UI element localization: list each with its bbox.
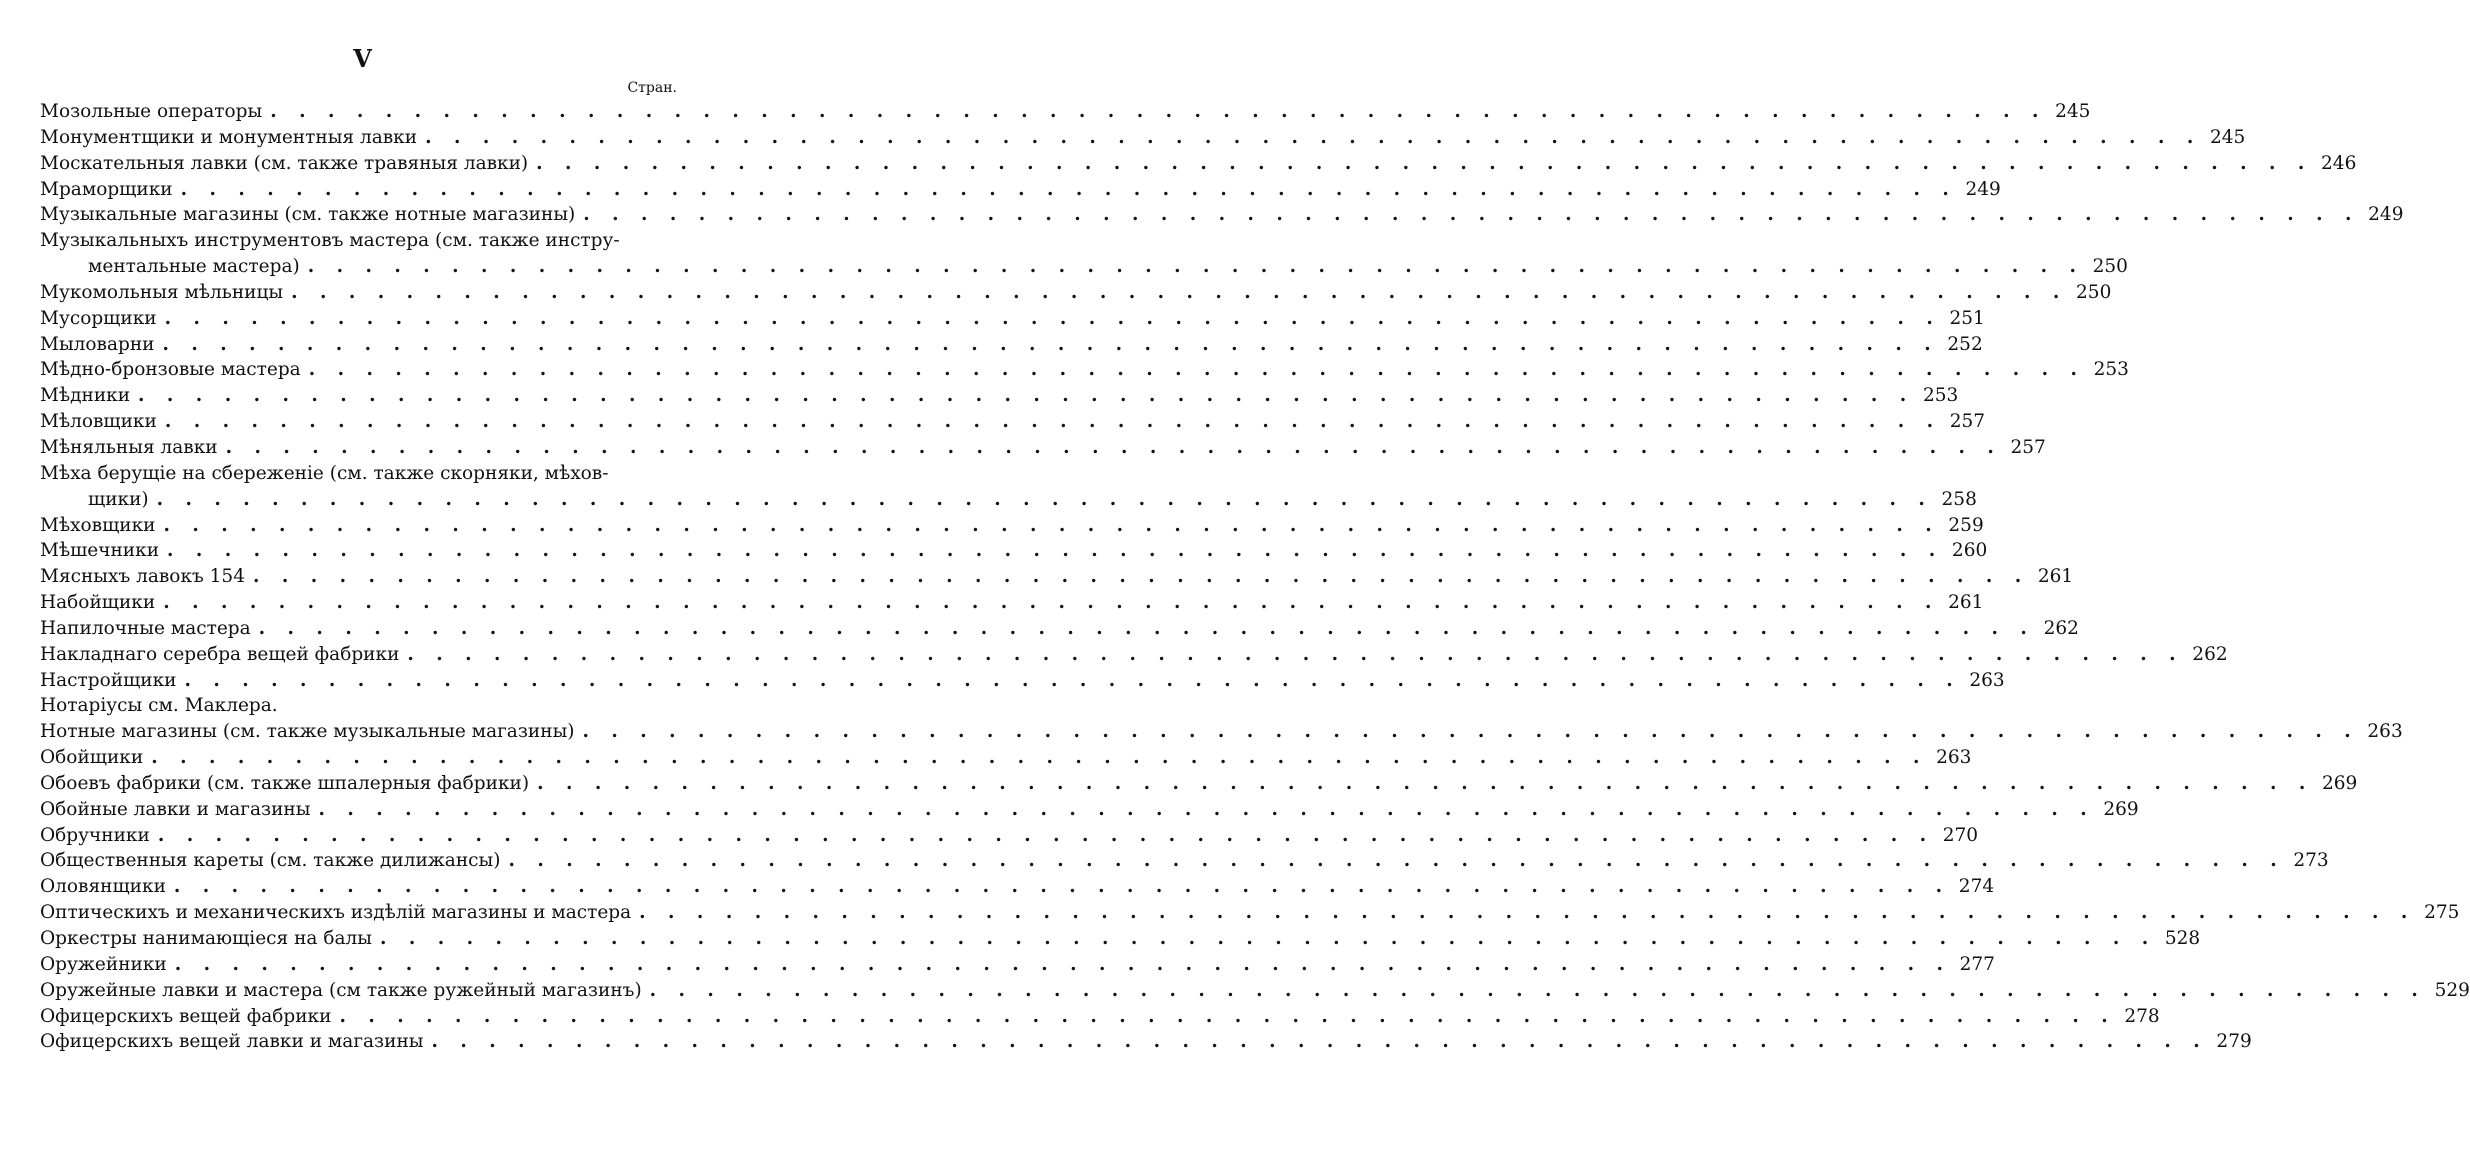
entry-name: Общественныя кареты (см. также дилижансы): [40, 850, 501, 872]
entry-name: Обручники: [40, 824, 150, 846]
index-entry: [40, 409, 1986, 435]
dot-leader: . . . . . . . . . . . . . . . . . . . . . . . . . . . . . . . . . . . . . . . . . . . . . . . . . . . . . . . . . . . . . .: [536, 152, 2313, 174]
entry-page-number: 274: [1958, 876, 1995, 898]
entry-page-number: 263: [1936, 747, 1972, 769]
dot-leader: . . . . . . . . . . . . . . . . . . . . . . . . . . . . . . . . . . . . . . . . . . . . . . . . . . . . . . . . . . . . . .: [162, 333, 1939, 355]
entry-page-number: 528: [2164, 928, 2201, 949]
dot-leader: . . . . . . . . . . . . . . . . . . . . . . . . . . . . . . . . . . . . . . . . . . . . . . . . . . . . . . . . . . . . . .: [157, 824, 1935, 846]
entry-page-number: 263: [2367, 721, 2403, 743]
entry-name: Монументщики и монументныя лавки: [40, 126, 418, 148]
index-entry: [40, 926, 2201, 952]
entry-name: Мясныхъ лавокъ 154: [40, 566, 245, 588]
entry-name: Мѣдно-бронзовые мастера: [40, 359, 301, 381]
index-entry: [40, 719, 2403, 745]
entry-name: Обойные лавки и магазины: [40, 798, 311, 820]
index-entry: [40, 125, 2246, 151]
entry-name: Обоевъ фабрики (см. также шпалерныя фабрики): [40, 772, 530, 794]
entry-name: Мѣшечники: [40, 540, 160, 562]
entry-name-continuation: щики): [88, 488, 149, 510]
index-entry: [40, 590, 1984, 616]
entry-name: Мѣловщики: [40, 411, 157, 433]
dot-leader: . . . . . . . . . . . . . . . . . . . . . . . . . . . . . . . . . . . . . . . . . . . . . . . . . . . . . . . . . . . . . .: [307, 256, 2084, 278]
index-entry: [40, 848, 2329, 874]
index-entry: [40, 538, 1988, 564]
dot-leader: . . . . . . . . . . . . . . . . . . . . . . . . . . . . . . . . . . . . . . . . . . . . . . . . . . . . . . . . . . . . . .: [174, 953, 1951, 975]
index-entry: [40, 461, 1977, 513]
dot-leader: . . . . . . . . . . . . . . . . . . . . . . . . . . . . . . . . . . . . . . . . . . . . . . . . . . . . . . . . . . . . . .: [163, 514, 1940, 536]
dot-leader: . . . . . . . . . . . . . . . . . . . . . . . . . . . . . . . . . . . . . . . . . . . . . . . . . . . . . . . . . . . . . .: [508, 850, 2285, 872]
entry-name: Настройщики: [40, 669, 177, 691]
index-entry: [40, 228, 2128, 280]
entry-page-number: 275: [2424, 902, 2460, 924]
index-entry: [40, 900, 2460, 926]
page-roman-numeral: V: [353, 44, 372, 73]
entry-page-number: 263: [1969, 669, 2005, 691]
dot-leader: . . . . . . . . . . . . . . . . . . . . . . . . . . . . . . . . . . . . . . . . . . . . . . . . . . . . . . . . . . . . . .: [156, 488, 1933, 510]
entry-page-number: 529: [2434, 979, 2470, 1001]
entry-page-number: 261: [1948, 592, 1984, 614]
dot-leader: . . . . . . . . . . . . . . . . . . . . . . . . . . . . . . . . . . . . . . . . . . . . . . . . . . . . . . . . . . . . . .: [407, 643, 2184, 665]
entry-name: Накладнаго серебра вещей фабрики: [40, 643, 400, 665]
dot-leader: . . . . . . . . . . . . . . . . . . . . . . . . . . . . . . . . . . . . . . . . . . . . . . . . . . . . . . . . . . . . . .: [649, 979, 2426, 1001]
entry-name: Обойщики: [40, 747, 144, 769]
dot-leader: . . . . . . . . . . . . . . . . . . . . . . . . . . . . . . . . . . . . . . . . . . . . . . . . . . . . . . . . . . . . . .: [167, 540, 1944, 562]
entry-name: Мѣняльныя лавки: [40, 436, 218, 458]
entry-page-number: 253: [1922, 385, 1959, 407]
entry-name: Оружейники: [40, 953, 167, 975]
entry-name: Мѣха берущіе на сбереженіе (см. также скорняки, мѣхов-: [40, 462, 609, 484]
entry-page-number: 269: [2321, 772, 2358, 794]
index-entry: [40, 177, 2001, 203]
entry-name: Оркестры нанимающіеся на балы: [40, 928, 372, 949]
entry-page-number: 277: [1959, 953, 1995, 975]
entry-page-number: 259: [1948, 514, 1984, 536]
dot-leader: . . . . . . . . . . . . . . . . . . . . . . . . . . . . . . . . . . . . . . . . . . . . . . . . . . . . . . . . . . . . . .: [425, 126, 2202, 148]
dot-leader: . . . . . . . . . . . . . . . . . . . . . . . . . . . . . . . . . . . . . . . . . . . . . . . . . . . . . . . . . . . . . .: [252, 566, 2030, 588]
entry-name: Напилочные мастера: [40, 617, 251, 639]
entry-page-number: 270: [1942, 824, 1979, 846]
index-entry: [40, 771, 2358, 797]
entry-page-number: 262: [2043, 617, 2079, 639]
dot-leader: . . . . . . . . . . . . . . . . . . . . . . . . . . . . . . . . . . . . . . . . . . . . . . . . . . . . . . . . . . . . . .: [164, 307, 1941, 329]
index-entry: [40, 513, 1984, 539]
entry-page-number: 252: [1947, 333, 1983, 355]
index-entry: [40, 99, 2091, 125]
index-entry: [40, 151, 2357, 177]
index-entry: [40, 616, 2079, 642]
dot-leader: . . . . . . . . . . . . . . . . . . . . . . . . . . . . . . . . . . . . . . . . . . . . . . . . . . . . . . . . . . . . . .: [639, 902, 2416, 924]
dot-leader: . . . . . . . . . . . . . . . . . . . . . . . . . . . . . . . . . . . . . . . . . . . . . . . . . . . . . . . . . . . . . .: [180, 178, 1957, 200]
dot-leader: . . . . . . . . . . . . . . . . . . . . . . . . . . . . . . . . . . . . . . . . . . . . . . . . . . . . . . . . . . . . . .: [318, 798, 2095, 820]
dot-leader: . . . . . . . . . . . . . . . . . . . . . . . . . . . . . . . . . . . . . . . . . . . . . . . . . . . . . . . . . . . . . .: [583, 204, 2360, 226]
entry-name: Мѣдники: [40, 385, 131, 407]
entry-page-number: 245: [2055, 101, 2091, 122]
dot-leader: . . . . . . . . . . . . . . . . . . . . . . . . . . . . . . . . . . . . . . . . . . . . . . . . . . . . . . . . . . . . . .: [258, 617, 2035, 639]
index-entry: [40, 202, 2404, 228]
index-entry: [40, 978, 2470, 1004]
index-entry: [40, 823, 1979, 849]
index-entry: [40, 306, 1985, 332]
index-entry: [40, 332, 1983, 358]
dot-leader: . . . . . . . . . . . . . . . . . . . . . . . . . . . . . . . . . . . . . . . . . . . . . . . . . . . . . . . . . . . . . .: [308, 359, 2085, 381]
dot-leader: . . . . . . . . . . . . . . . . . . . . . . . . . . . . . . . . . . . . . . . . . . . . . . . . . . . . . . . . . . . . . .: [582, 721, 2359, 743]
entry-name: Мозольные операторы: [40, 101, 263, 122]
entry-page-number: 253: [2093, 359, 2129, 381]
entry-page-number: 246: [2321, 152, 2357, 174]
entry-page-number: 262: [2192, 643, 2228, 665]
entry-page-number: 279: [2216, 1031, 2252, 1053]
entry-name: Нотаріусы см. Маклера.: [40, 695, 278, 717]
index-entry: [40, 642, 2228, 668]
dot-leader: . . . . . . . . . . . . . . . . . . . . . . . . . . . . . . . . . . . . . . . . . . . . . . . . . . . . . . . . . . . . . .: [537, 772, 2314, 794]
dot-leader: . . . . . . . . . . . . . . . . . . . . . . . . . . . . . . . . . . . . . . . . . . . . . . . . . . . . . . . . . . . . . .: [164, 411, 1942, 433]
index-entry: [40, 693, 676, 719]
index-entry: [40, 668, 2005, 694]
entry-name: Мыловарни: [40, 333, 155, 355]
entry-name: Нотные магазины (см. также музыкальные магазины): [40, 721, 575, 743]
index-list: [40, 99, 2470, 1055]
index-entry: [40, 745, 1972, 771]
entry-page-number: 251: [1949, 307, 1985, 329]
dot-leader: . . . . . . . . . . . . . . . . . . . . . . . . . . . . . . . . . . . . . . . . . . . . . . . . . . . . . . . . . . . . . .: [339, 1005, 2116, 1027]
entry-name: Мѣховщики: [40, 514, 156, 536]
entry-name: Оптическихъ и механическихъ издѣлій магазины и мастера: [40, 902, 632, 924]
dot-leader: . . . . . . . . . . . . . . . . . . . . . . . . . . . . . . . . . . . . . . . . . . . . . . . . . . . . . . . . . . . . . .: [270, 101, 2047, 122]
entry-page-number: 269: [2103, 798, 2139, 820]
dot-leader: . . . . . . . . . . . . . . . . . . . . . . . . . . . . . . . . . . . . . . . . . . . . . . . . . . . . . . . . . . . . . .: [291, 281, 2068, 303]
index-entry: [40, 1029, 2252, 1055]
entry-page-number: 245: [2209, 126, 2246, 148]
dot-leader: . . . . . . . . . . . . . . . . . . . . . . . . . . . . . . . . . . . . . . . . . . . . . . . . . . . . . . . . . . . . . .: [151, 747, 1928, 769]
dot-leader: . . . . . . . . . . . . . . . . . . . . . . . . . . . . . . . . . . . . . . . . . . . . . . . . . . . . . . . . . . . . . .: [173, 876, 1951, 898]
index-entry: [40, 357, 2129, 383]
entry-name: Офицерскихъ вещей лавки и магазины: [40, 1031, 424, 1053]
entry-name: Мусорщики: [40, 307, 157, 329]
entry-name: Москательныя лавки (см. также травяныя лавки): [40, 152, 529, 174]
entry-page-number: 258: [1941, 488, 1977, 510]
index-entry: [40, 797, 2139, 823]
index-entry: [40, 280, 2112, 306]
entry-name: Мраморщики: [40, 178, 173, 200]
index-entry: [40, 874, 1995, 900]
entry-name: Оловянщики: [40, 876, 166, 898]
entry-name: Набойщики: [40, 592, 156, 614]
entry-page-number: 257: [2010, 436, 2046, 458]
entry-page-number: 273: [2293, 850, 2329, 872]
entry-page-number: 278: [2124, 1005, 2160, 1027]
entry-name: Музыкальныхъ инструментовъ мастера (см. также инстру-: [40, 230, 620, 252]
entry-page-number: 260: [1951, 540, 1988, 562]
dot-leader: . . . . . . . . . . . . . . . . . . . . . . . . . . . . . . . . . . . . . . . . . . . . . . . . . . . . . . . . . . . . . .: [163, 592, 1940, 614]
entry-page-number: 261: [2037, 566, 2074, 588]
entry-page-number: 250: [2076, 281, 2112, 303]
dot-leader: . . . . . . . . . . . . . . . . . . . . . . . . . . . . . . . . . . . . . . . . . . . . . . . . . . . . . . . . . . . . . .: [138, 385, 1915, 407]
entry-name: Мукомольныя мѣльницы: [40, 281, 284, 303]
entry-name-continuation: ментальные мастера): [88, 256, 300, 278]
entry-name: Музыкальные магазины (см. также нотные магазины): [40, 204, 576, 226]
index-entry: [40, 383, 1959, 409]
index-entry: [40, 952, 1995, 978]
entry-page-number: 257: [1949, 411, 1986, 433]
dot-leader: . . . . . . . . . . . . . . . . . . . . . . . . . . . . . . . . . . . . . . . . . . . . . . . . . . . . . . . . . . . . . .: [225, 436, 2002, 458]
entry-page-number: 250: [2092, 256, 2128, 278]
entry-name: Офицерскихъ вещей фабрики: [40, 1005, 332, 1027]
entry-page-number: 249: [2368, 204, 2404, 226]
entry-name: Оружейные лавки и мастера (см также ружейный магазинъ): [40, 979, 642, 1001]
dot-leader: . . . . . . . . . . . . . . . . . . . . . . . . . . . . . . . . . . . . . . . . . . . . . . . . . . . . . . . . . . . . . .: [184, 669, 1961, 691]
index-entry: [40, 435, 2046, 461]
index-entry: [40, 1004, 2160, 1030]
dot-leader: . . . . . . . . . . . . . . . . . . . . . . . . . . . . . . . . . . . . . . . . . . . . . . . . . . . . . . . . . . . . . .: [431, 1031, 2208, 1053]
index-entry: [40, 564, 2074, 590]
page-column-label: Стран.: [627, 80, 677, 96]
dot-leader: . . . . . . . . . . . . . . . . . . . . . . . . . . . . . . . . . . . . . . . . . . . . . . . . . . . . . . . . . . . . . .: [379, 928, 2157, 949]
entry-page-number: 249: [1965, 178, 2001, 200]
